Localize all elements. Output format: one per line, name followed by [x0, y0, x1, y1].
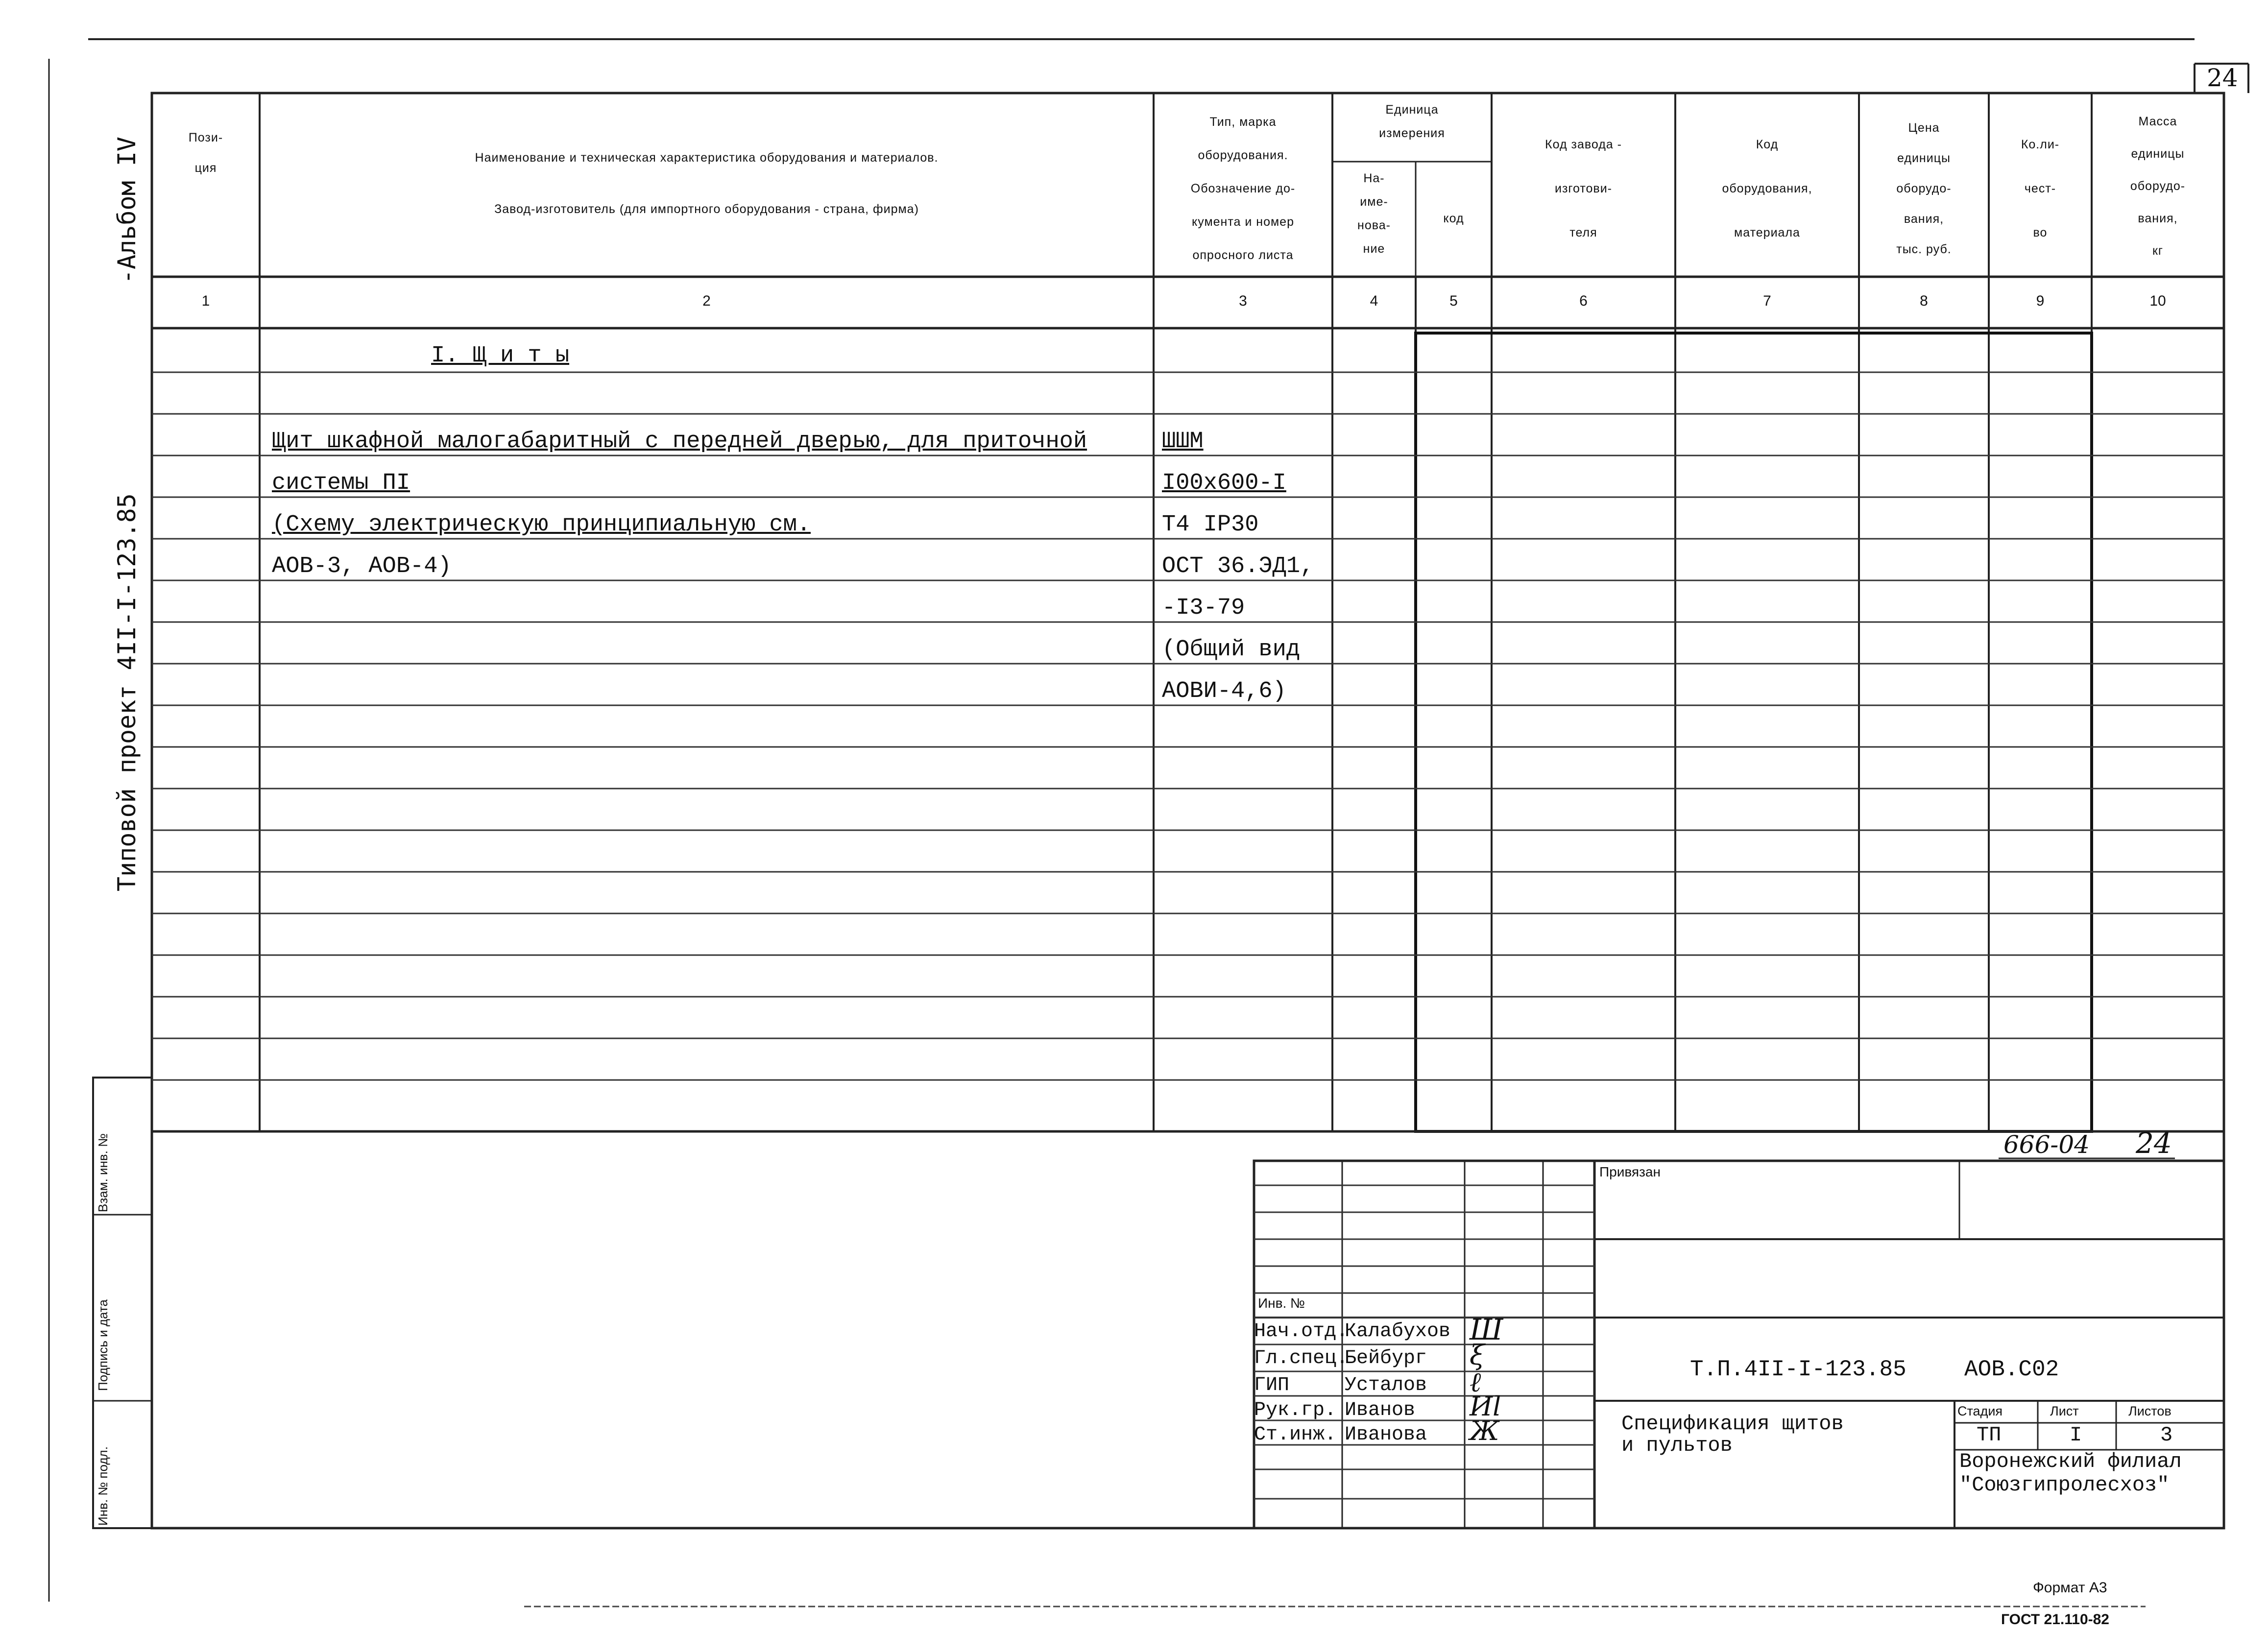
- col-num-3: 3: [1239, 293, 1247, 309]
- doc-code: Т.П.4II-I-123.85: [1690, 1357, 1906, 1382]
- col-num-7: 7: [1763, 293, 1771, 309]
- type-line-6: (Общий вид: [1162, 637, 1301, 663]
- stage-value: ТП: [1977, 1423, 2002, 1447]
- header-name: Наименование и техническая характеристика оборудования и материалов. Завод-изготовитель (для импортного оборудования - страна, фирма): [475, 151, 939, 216]
- header-unit: Единица измерения: [1379, 103, 1445, 140]
- sign-4: Иl: [1470, 1391, 1501, 1422]
- type-line-1: ШШМ: [1162, 429, 1204, 455]
- sheet-code: 666-04: [2003, 1130, 2090, 1159]
- role-1: Нач.отд.: [1254, 1320, 1349, 1343]
- item-line-3: (Схему электрическую принципиальную см.: [272, 512, 811, 538]
- header-factory-code: Код завода - изготови- теля: [1545, 138, 1622, 240]
- privyazan-label: Привязан: [1599, 1164, 1661, 1179]
- role-5: Ст.инж.: [1254, 1424, 1337, 1446]
- col-num-4: 4: [1370, 293, 1378, 309]
- role-3: ГИП: [1254, 1374, 1290, 1396]
- header-mass: Масса единицы оборудо- вания, кг: [2130, 115, 2186, 258]
- header-type: Тип, марка оборудования. Обозначение до- кумента и номер опросного листа: [1190, 115, 1296, 262]
- strip-label-sign: Подпись и дата: [96, 1299, 110, 1391]
- project-label: Типовой проект 4II-I-123.85: [113, 493, 141, 891]
- name-5: Иванова: [1345, 1424, 1427, 1446]
- sheets-value: 3: [2160, 1423, 2173, 1447]
- header-quantity: Ко.ли- чест- во: [2021, 138, 2060, 240]
- sign-3: ℓ: [1470, 1367, 1481, 1398]
- header-equipment-code: Код оборудования, материала: [1722, 138, 1812, 240]
- sign-5: Ж: [1470, 1415, 1499, 1446]
- header-price: Цена единицы оборудо- вания, тыс. руб.: [1896, 121, 1952, 256]
- type-line-3: Т4 IP30: [1162, 512, 1259, 538]
- col-num-9: 9: [2036, 293, 2045, 309]
- format-label: Формат А3: [2033, 1580, 2107, 1596]
- sign-2: ξ: [1470, 1340, 1485, 1371]
- sign-1: Ш: [1470, 1313, 1503, 1347]
- col-num-2: 2: [702, 293, 711, 309]
- strip-label-inv: Инв. № подл.: [96, 1446, 110, 1526]
- col-num-6: 6: [1579, 293, 1588, 309]
- name-3: Усталов: [1345, 1374, 1427, 1396]
- name-1: Калабухов: [1345, 1320, 1451, 1343]
- sheets-label: Листов: [2128, 1404, 2171, 1418]
- header-unit-code: код: [1443, 212, 1464, 225]
- page-number: 24: [2207, 64, 2238, 92]
- name-2: Бейбург: [1345, 1347, 1427, 1369]
- type-line-4: ОСТ 36.ЭД1,: [1162, 553, 1314, 579]
- item-line-1: Щит шкафной малогабаритный с передней дверью, для приточной: [272, 429, 1087, 455]
- sheet-code-num: 24: [2136, 1127, 2172, 1160]
- gost-label: ГОСТ 21.110-82: [2001, 1611, 2109, 1628]
- type-line-5: -I3-79: [1162, 595, 1245, 621]
- role-4: Рук.гр.: [1254, 1399, 1337, 1421]
- section-title: I. Щ и т ы: [431, 343, 570, 369]
- stage-label: Стадия: [1957, 1404, 2003, 1418]
- type-line-7: АОВИ-4,6): [1162, 678, 1286, 704]
- role-2: Гл.спец.: [1254, 1347, 1349, 1369]
- col-num-8: 8: [1920, 293, 1928, 309]
- header-unit-name: На- име- нова- ние: [1357, 171, 1391, 256]
- type-line-2: I00х600-I: [1162, 470, 1286, 496]
- col-num-1: 1: [201, 293, 210, 309]
- inv-no-label: Инв. №: [1258, 1295, 1305, 1311]
- sheet-label: Лист: [2050, 1404, 2079, 1418]
- organization: Воронежский филиал "Союзгипролесхоз": [1959, 1450, 2182, 1497]
- doc-title: Спецификация щитов и пультов: [1621, 1412, 1844, 1457]
- col-num-10: 10: [2149, 293, 2166, 309]
- sheet-value: I: [2070, 1423, 2082, 1447]
- item-line-4: АОВ-3, АОВ-4): [272, 553, 452, 579]
- album-label: -Альбом IV: [113, 136, 141, 284]
- item-line-2: системы ПI: [272, 470, 410, 496]
- strip-label-zam: Взам. инв. №: [96, 1133, 110, 1212]
- name-4: Иванов: [1345, 1399, 1416, 1421]
- header-position: Пози- ция: [188, 131, 223, 175]
- doc-mark: АОВ.С02: [1964, 1357, 2059, 1382]
- col-num-5: 5: [1449, 293, 1458, 309]
